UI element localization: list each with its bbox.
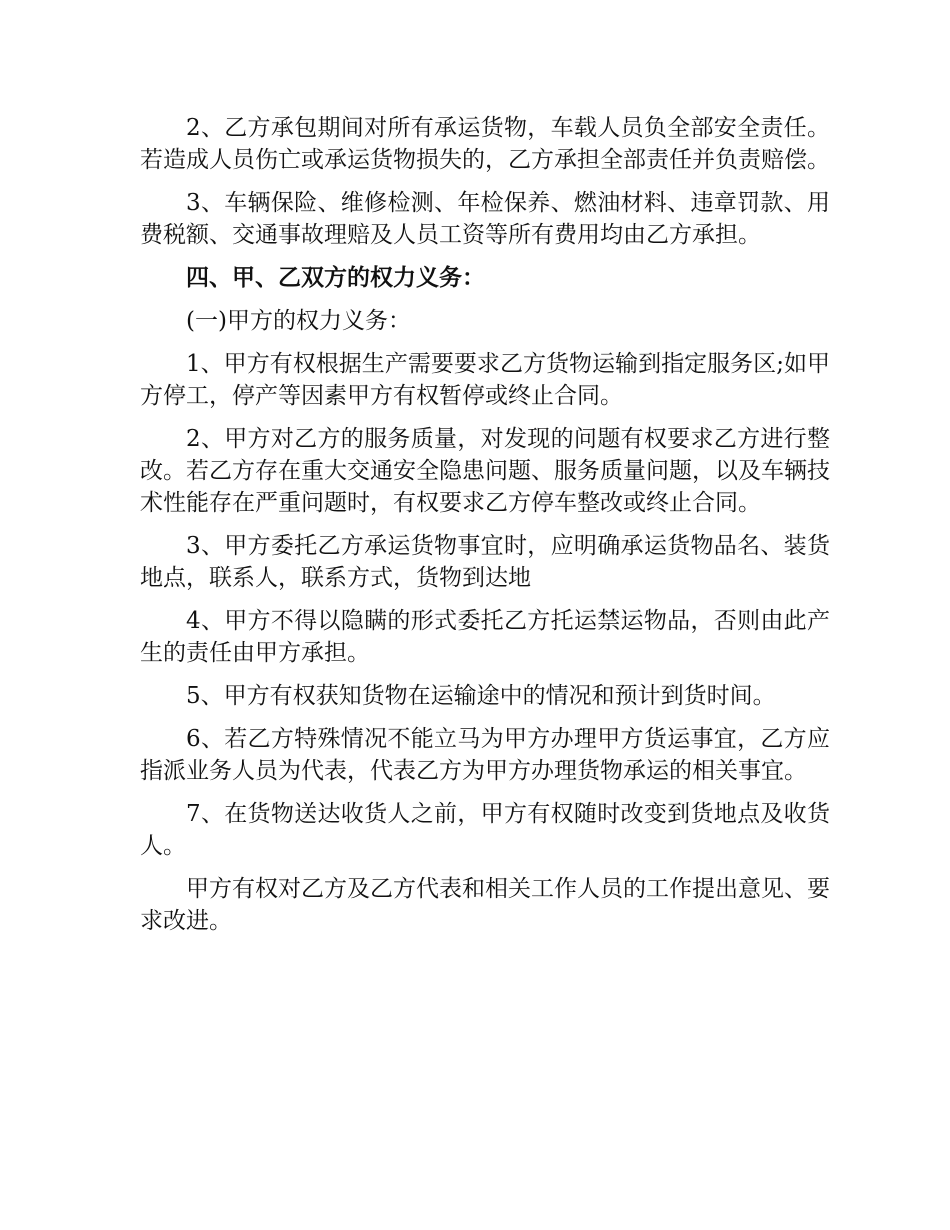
party-a-clause-1: 1、甲方有权根据生产需要要求乙方货物运输到指定服务区;如甲方停工，停产等因素甲方有权暂停或终止合同。 [140,351,830,409]
clause-2-safety-responsibility: 2、乙方承包期间对所有承运货物，车载人员负全部安全责任。若造成人员伤亡或承运货物损失的，乙方承担全部责任并负责赔偿。 [140,115,830,173]
document-page [140,112,830,948]
party-a-clause-7: 7、在货物送达收货人之前，甲方有权随时改变到货地点及收货人。 [140,801,830,859]
clause-3-costs: 3、车辆保险、维修检测、年检保养、燃油材料、违章罚款、用费税额、交通事故理赔及人员工资等所有费用均由乙方承担。 [140,190,830,248]
party-a-clause-4: 4、甲方不得以隐瞒的形式委托乙方托运禁运物品，否则由此产生的责任由甲方承担。 [140,608,830,666]
section-heading-rights-obligations: 四、甲、乙双方的权力义务： [186,264,485,291]
party-a-clause-2: 2、甲方对乙方的服务质量，对发现的问题有权要求乙方进行整改。若乙方存在重大交通安全隐患问题、服务质量问题，以及车辆技术性能存在严重问题时，有权要求乙方停车整改或终止合同。 [140,426,830,516]
party-a-clause-3: 3、甲方委托乙方承运货物事宜时，应明确承运货物品名、装货地点，联系人，联系方式，货物到达地 [140,533,830,591]
party-a-clause-6: 6、若乙方特殊情况不能立马为甲方办理甲方货运事宜，乙方应指派业务人员为代表，代表乙方为甲方办理货物承运的相关事宜。 [140,726,830,784]
subsection-heading-party-a: (一)甲方的权力义务： [186,308,411,334]
party-a-clause-feedback: 甲方有权对乙方及乙方代表和相关工作人员的工作提出意见、要求改进。 [140,876,830,934]
party-a-clause-5: 5、甲方有权获知货物在运输途中的情况和预计到货时间。 [186,683,776,709]
